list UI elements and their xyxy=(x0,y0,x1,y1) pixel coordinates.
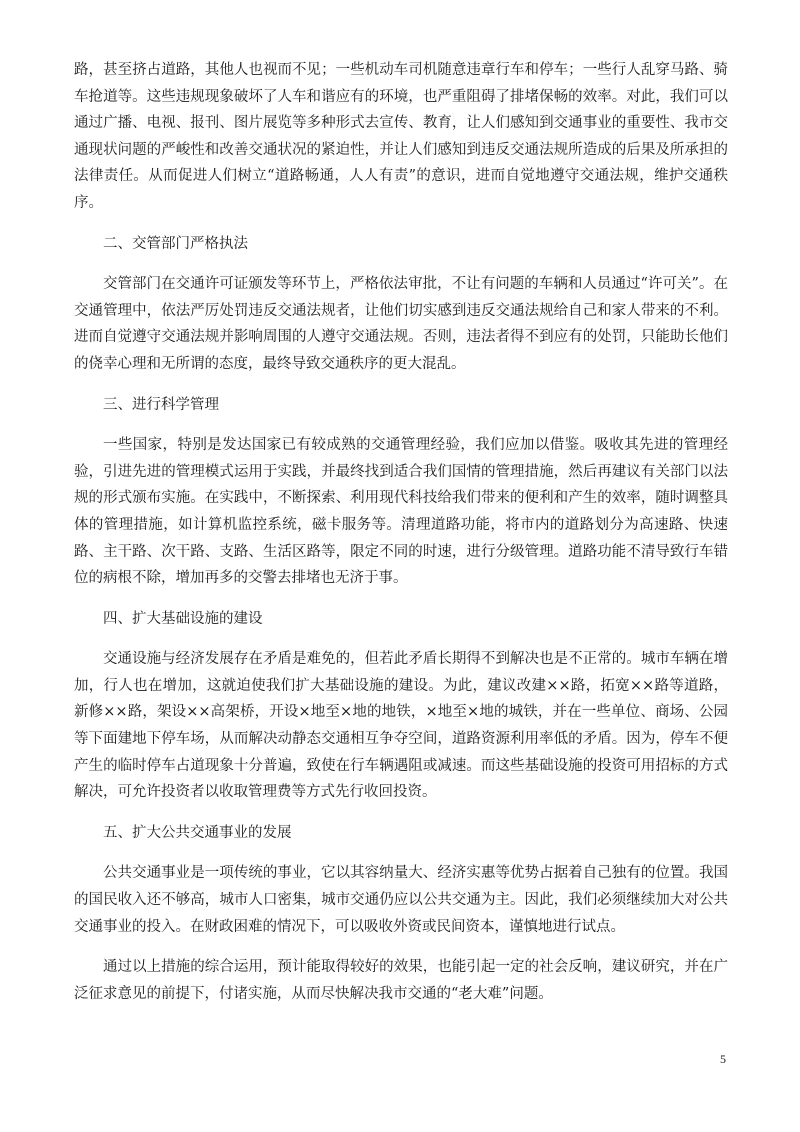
paragraph-1: 路，甚至挤占道路，其他人也视而不见；一些机动车司机随意违章行车和停车；一些行人乱穿马路、骑车抢道等。这些违规现象破坏了人车和谐应有的环境，也严重阻碍了排堵保畅的效率。对此，我们可以通过广播、电视、报刊、图片展览等多种形式去宣传、教育，让人们感知到交通事业的重要性、我市交通现状问题的严峻性和改善交通状况的紧迫性，并让人们感知到违反交通法规所造成的后果及所承担的法律责任。从而促进人们树立“道路畅通，人人有责”的意识，进而自觉地遵守交通法规，维护交通秩序。 xyxy=(74,62,728,211)
paragraph-2: 交管部门在交通许可证颁发等环节上，严格依法审批，不让有问题的车辆和人员通过“许可关”。在交通管理中，依法严厉处罚违反交通法规者，让他们切实感到违反交通法规给自己和家人带来的不利。进而自觉遵守交通法规并影响周围的人遵守交通法规。否则，违法者得不到应有的处罚，只能助长他们的侥幸心理和无所谓的态度，最终导致交通秩序的更大混乱。 xyxy=(74,276,728,372)
page-number: 5 xyxy=(720,1052,726,1066)
paragraph-conclusion: 通过以上措施的综合运用，预计能取得较好的效果，也能引起一定的社会反响，建议研究，并在广泛征求意见的前提下，付诸实施，从而尽快解决我市交通的“老大难”问题。 xyxy=(74,959,728,1002)
paragraph-4: 交通设施与经济发展存在矛盾是难免的，但若此矛盾长期得不到解决也是不正常的。城市车辆在增加，行人也在增加，这就迫使我们扩大基础设施的建设。为此，建议改建××路，拓宽××路等道路，新修××路，架设××高架桥，开设×地至×地的地铁，×地至×地的城铁，并在一些单位、商场、公园等下面建地下停车场，从而解决动静态交通相互争夺空间，道路资源利用率低的矛盾。因为，停车不便产生的临时停车占道现象十分普遍，致使在行车辆遇阻或减速。而这些基础设施的投资可用招标的方式解决，可允许投资者以收取管理费等方式先行收回投资。 xyxy=(74,651,728,801)
paragraph-5: 公共交通事业是一项传统的事业，它以其容纳量大、经济实惠等优势占据着自己独有的位置。我国的国民收入还不够高，城市人口密集，城市交通仍应以公共交通为主。因此，我们必须继续加大对公共交通事业的投入。在财政困难的情况下，可以吸收外资或民间资本，谨慎地进行试点。 xyxy=(74,865,728,935)
paragraph-3: 一些国家，特别是发达国家已有较成熟的交通管理经验，我们应加以借鉴。吸收其先进的管理经验，引进先进的管理模式运用于实践，并最终找到适合我们国情的管理措施，然后再建议有关部门以法规的形式颁布实施。在实践中，不断探索、利用现代科技给我们带来的便利和产生的效率，随时调整具体的管理措施，如计算机监控系统，磁卡服务等。清理道路功能，将市内的道路划分为高速路、快速路、主干路、次干路、支路、生活区路等，限定不同的时速，进行分级管理。道路功能不清导致行车错位的病根不除，增加再多的交警去排堵也无济于事。 xyxy=(74,437,728,587)
section-heading-4: 四、扩大基础设施的建设 xyxy=(103,610,263,627)
document-page xyxy=(74,57,728,1021)
section-heading-3: 三、进行科学管理 xyxy=(103,396,219,413)
section-heading-5: 五、扩大公共交通事业的发展 xyxy=(103,824,292,841)
section-heading-2: 二、交管部门严格执法 xyxy=(103,235,248,252)
